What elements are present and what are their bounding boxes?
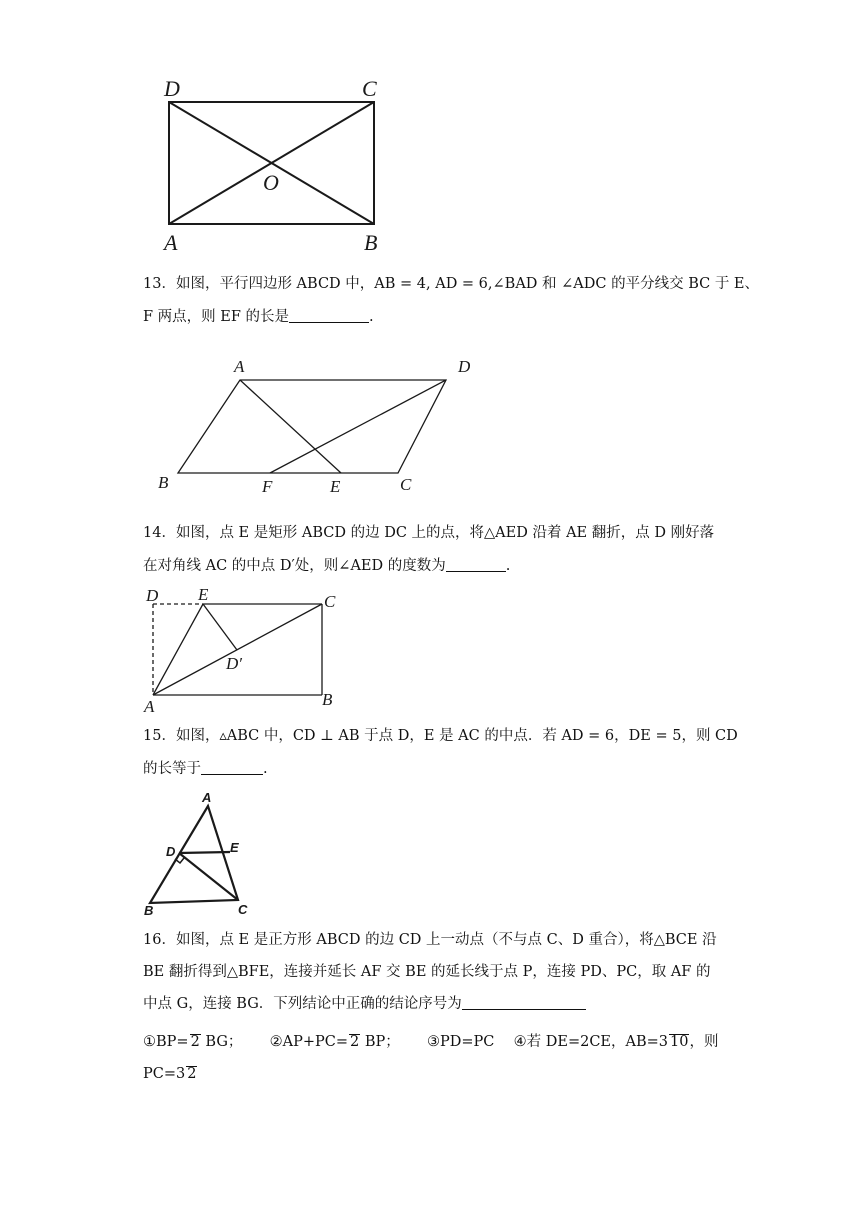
sqrt-sign: 2 [187,1066,197,1082]
sqrt-sign: 2 [350,1034,360,1050]
label-d: D [164,76,180,101]
label-a: A [234,357,245,376]
label-o: O [263,170,279,195]
label-c: C [238,902,248,917]
question-14-period: . [505,558,511,574]
question-13 [143,274,760,327]
question-15-line2 [143,759,723,779]
question-14 [143,523,723,576]
answer-blank-16[interactable] [462,995,586,1010]
question-14-line2 [143,556,723,576]
question-13-line1: 13．如图，平行四边形 ABCD 中，AB = 4, AD = 6,∠BAD 和 ∠ADC 的平分线交 BC 于 E、 [143,276,760,292]
option-1: ①BP= 2 BG； [143,1034,243,1050]
fold-ed [203,604,237,650]
question-13-line2 [143,307,723,327]
label-d: D [166,844,176,859]
question-15 [143,726,738,779]
label-c: C [362,76,377,101]
segment-de [179,852,230,853]
label-e: E [198,585,209,604]
parallelogram-figure [150,352,490,502]
label-b: B [364,230,378,255]
option-4: ④若 DE=2CE，AB=3 10，则 [513,1034,719,1050]
question-16-last-line: PC=3 2 [143,1066,197,1082]
question-15-line1: 15．如图，▵ABC 中，CD ⊥ AB 于点 D，E 是 AC 的中点．若 AD = 6，DE = 5，则 CD [143,728,738,744]
answer-blank-14[interactable] [446,557,506,572]
sqrt-sign: 10 [670,1034,689,1050]
question-16-line1: 16．如图，点 E 是正方形 ABCD 的边 CD 上一动点（不与点 C、D 重合），将△BCE 沿 [143,932,717,948]
parallelogram-outline [178,380,446,473]
answer-blank-15[interactable] [201,760,263,775]
question-13-period: . [369,309,374,325]
question-16-line3-text: 中点 G，连接 BG．下列结论中正确的结论序号为 [143,996,462,1012]
label-c: C [400,475,412,494]
question-13-line2-text: F 两点，则 EF 的长是 [143,309,290,325]
label-b: B [144,903,154,918]
label-b: B [158,473,169,492]
label-a: A [144,697,155,716]
answer-blank-13[interactable] [289,308,369,323]
question-16-line2: BE 翻折得到△BFE，连接并延长 AF 交 BE 的延长线于点 P，连接 PD、PC，取 AF 的 [143,964,711,980]
segment-dc [179,853,238,900]
label-a: A [202,790,212,805]
label-d: D [458,357,471,376]
label-b: B [322,690,333,709]
label-f: F [262,477,273,496]
question-16-line3 [143,994,723,1014]
rectangle-figure [150,70,400,260]
question-15-line2-text: 的长等于 [143,761,201,777]
bisector-ae [240,380,341,473]
label-d-prime: D′ [226,654,242,673]
triangle-figure [138,788,268,918]
label-e: E [330,477,341,496]
option-2: ②AP+PC= 2 BP； [269,1034,400,1050]
question-14-line2-text: 在对角线 AC 的中点 D′处，则∠AED 的度数为 [143,558,446,574]
label-a: A [164,230,178,255]
sqrt-sign: 2 [190,1034,200,1050]
label-e: E [230,840,239,855]
label-d: D [146,586,159,605]
question-14-line1: 14．如图，点 E 是矩形 ABCD 的边 DC 上的点，将△AED 沿着 AE 翻折，点 D 刚好落 [143,525,715,541]
option-3: ③PD=PC [427,1034,495,1050]
question-16 [143,930,723,1084]
question-16-options [143,1032,723,1052]
question-15-period: . [263,761,268,777]
fold-rectangle-figure [140,585,360,715]
bisector-df [270,380,446,473]
label-c: C [324,592,336,611]
